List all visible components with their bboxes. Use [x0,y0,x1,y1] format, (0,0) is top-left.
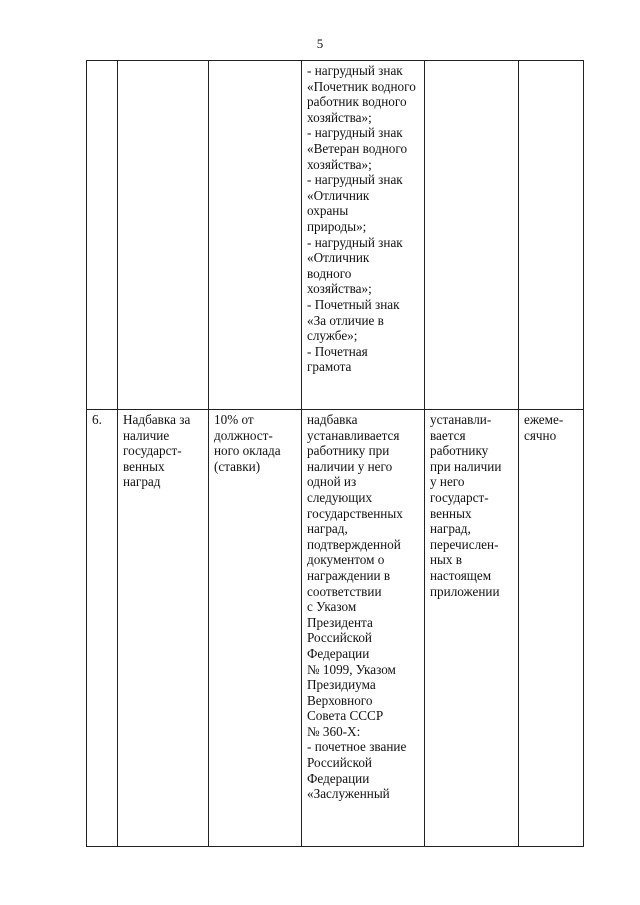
text-line: водного [307,265,352,281]
text-line: - нагрудный знак [307,125,403,141]
table-row-6 [87,410,584,847]
cell-name [118,410,209,847]
text-line: подтвержденной [307,536,401,552]
text-line: наград, [307,521,348,537]
text-line: службе»; [307,328,358,344]
text-line: документом о [307,552,385,568]
text-line: надбавка [307,412,358,427]
text-line: охраны [307,203,349,219]
page-number: 5 [316,36,324,51]
text-line: Российской [307,755,372,771]
text-line: № 360-Х: [307,723,361,739]
text-line: ного оклада [214,443,281,459]
cell-frequency [519,410,584,847]
text-line: ных в [430,552,463,568]
text-line: Совета СССР [307,708,384,724]
text-line: одной из [307,474,357,490]
text-line: устанавливается [307,427,400,443]
text-line: работник водного [307,94,407,110]
cell-basis [302,61,425,410]
text-line: Надбавка за [123,412,191,427]
allowances-table [86,60,584,847]
text-line: ежеме- [524,412,564,427]
text-line: хозяйства»; [307,109,372,125]
text-line: награждении в [307,567,391,583]
text-line: - почетное звание [307,739,407,755]
cell-basis [302,410,425,847]
text-line: Федерации [307,770,370,786]
cell-name [118,61,209,410]
text-line: наличии у него [307,458,393,474]
cell-number: 6. [87,410,118,847]
text-line: соответствии [307,583,382,599]
text-line: хозяйства»; [307,156,372,172]
text-line: Верховного [307,692,373,708]
text-line: Президиума [307,677,376,693]
text-line: (ставки) [214,458,261,474]
cell-frequency [519,61,584,410]
text-line: грамота [307,359,352,375]
text-line: наград [123,474,161,490]
cell-condition [425,410,519,847]
table-row-continuation [87,61,584,410]
text-line: «За отличие в [307,312,384,328]
text-line: № 1099, Указом [307,661,396,677]
text-line: венных [123,458,165,474]
text-line: природы»; [307,218,367,234]
text-line: Президента [307,614,373,630]
text-line: при наличии [430,458,502,474]
text-line: у него [430,474,465,490]
cell-number [87,61,118,410]
text-line: - Почетный знак [307,296,400,312]
text-line: работнику при [307,443,390,459]
text-line: с Указом [307,599,357,615]
text-line: сячно [524,427,557,443]
text-line: государственных [307,505,403,521]
text-line: государст- [430,489,489,505]
text-line: венных [430,505,472,521]
text-line: работнику [430,443,489,459]
cell-condition [425,61,519,410]
text-line: 10% от [214,412,254,427]
cell-amount [209,61,302,410]
text-line: «Ветеран водного [307,140,408,156]
text-line: - нагрудный знак [307,234,403,250]
text-line: наград, [430,521,471,537]
cell-amount [209,410,302,847]
text-line: «Почетник водного [307,78,416,94]
text-line: - Почетная [307,343,368,359]
text-line: вается [430,427,466,443]
text-line: настоящем [430,567,492,583]
text-line: следующих [307,489,373,505]
text-line: - нагрудный знак [307,172,403,188]
text-line: «Отличник [307,250,370,266]
text-line: устанавли- [430,412,492,427]
text-line: - нагрудный знак [307,63,403,78]
text-line: «Заслуженный [307,786,390,802]
text-line: государст- [123,443,182,459]
text-line: перечислен- [430,536,499,552]
text-line: наличие [123,427,170,443]
text-line: «Отличник [307,187,370,203]
text-line: хозяйства»; [307,281,372,297]
text-line: должност- [214,427,273,443]
text-line: приложении [430,583,500,599]
text-line: Федерации [307,645,370,661]
text-line: Российской [307,630,372,646]
